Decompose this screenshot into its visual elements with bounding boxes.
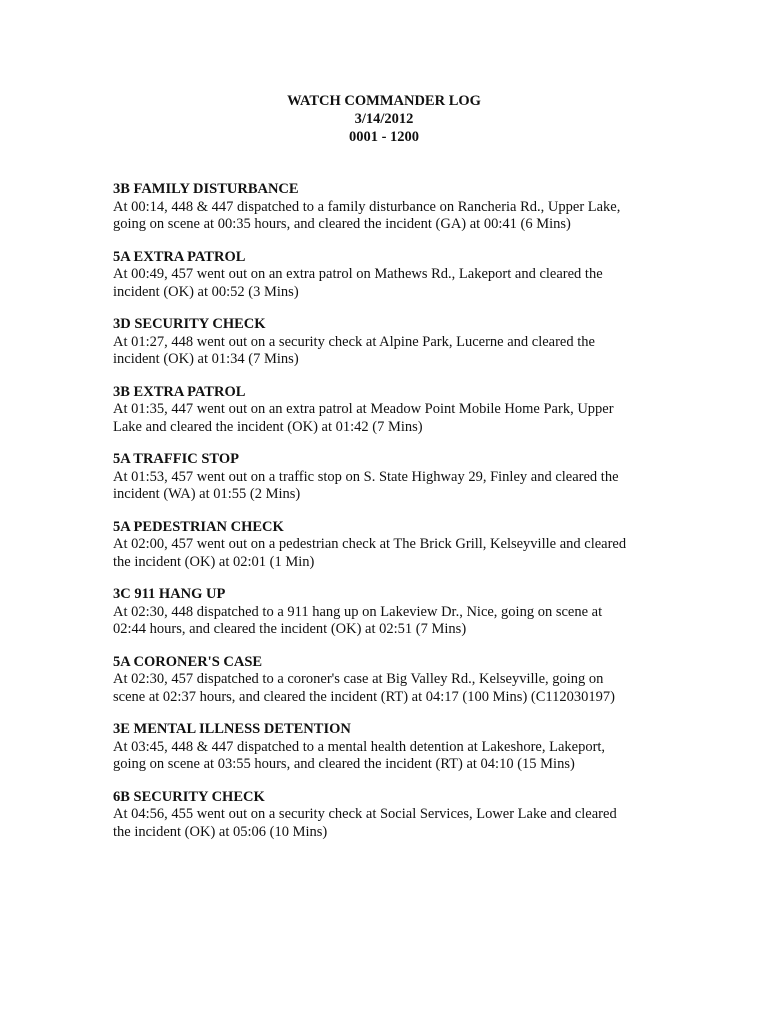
log-entry-text-line: At 01:53, 457 went out on a traffic stop on S. State Highway 29, Finley and cleared the (113, 468, 619, 485)
log-entry-text-line: At 04:56, 455 went out on a security check at Social Services, Lower Lake and cleared (113, 806, 617, 822)
log-entry-text-line: Lake and cleared the incident (OK) at 01:42 (7 Mins) (113, 418, 423, 435)
log-entry-text-line: incident (WA) at 01:55 (2 Mins) (113, 486, 301, 502)
document-date: 3/14/2012 (354, 111, 414, 127)
document-header (0, 92, 768, 146)
log-entry-text-line: At 01:35, 447 went out on an extra patrol at Meadow Point Mobile Home Park, Upper (113, 401, 614, 417)
log-entry (113, 789, 658, 842)
log-entry-text-line: At 01:27, 448 went out on a security check at Alpine Park, Lucerne and cleared the (113, 333, 595, 350)
document-title: WATCH COMMANDER LOG (287, 93, 481, 109)
log-entry-title: 3B FAMILY DISTURBANCE (113, 181, 299, 197)
log-entry-text-line: At 00:49, 457 went out on an extra patrol on Mathews Rd., Lakeport and cleared the (113, 266, 603, 282)
log-entry-text-line: going on scene at 00:35 hours, and cleared the incident (GA) at 00:41 (6 Mins) (113, 216, 571, 232)
log-entry-title: 3E MENTAL ILLNESS DETENTION (113, 721, 351, 737)
log-entry-text-line: At 00:14, 448 & 447 dispatched to a family disturbance on Rancheria Rd., Upper Lake, (113, 198, 621, 215)
log-entry (113, 721, 658, 774)
log-entry-title: 5A PEDESTRIAN CHECK (113, 518, 284, 535)
log-entry-text-line: incident (OK) at 00:52 (3 Mins) (113, 283, 299, 300)
log-entry-title: 6B SECURITY CHECK (113, 788, 265, 805)
log-entry-text-line: At 03:45, 448 & 447 dispatched to a mental health detention at Lakeshore, Lakeport, (113, 738, 606, 755)
log-entry-text-line: At 02:30, 457 dispatched to a coroner's case at Big Valley Rd., Kelseyville, going on (113, 671, 604, 687)
log-entry-title: 3C 911 HANG UP (113, 586, 226, 602)
log-entry (113, 586, 658, 639)
log-entry-text-line: going on scene at 03:55 hours, and cleared the incident (RT) at 04:10 (15 Mins) (113, 756, 575, 772)
log-entry (113, 519, 658, 572)
log-entry (113, 249, 658, 302)
log-entry-text-line: At 02:00, 457 went out on a pedestrian check at The Brick Grill, Kelseyville and cleared (113, 536, 627, 552)
log-entry-title: 3B EXTRA PATROL (113, 383, 246, 400)
log-entry-text-line: the incident (OK) at 05:06 (10 Mins) (113, 823, 328, 840)
log-entries (113, 181, 658, 856)
log-entry-text-line: the incident (OK) at 02:01 (1 Min) (113, 553, 315, 570)
log-entry-text-line: incident (OK) at 01:34 (7 Mins) (113, 351, 299, 367)
log-entry-title: 5A CORONER'S CASE (113, 653, 263, 670)
log-entry-title: 5A TRAFFIC STOP (113, 451, 239, 467)
log-entry-title: 5A EXTRA PATROL (113, 248, 246, 265)
log-entry-text-line: scene at 02:37 hours, and cleared the incident (RT) at 04:17 (100 Mins) (C112030197) (113, 688, 615, 705)
log-entry (113, 316, 658, 369)
log-entry (113, 384, 658, 437)
document-period: 0001 - 1200 (348, 129, 420, 145)
log-entry-text-line: At 02:30, 448 dispatched to a 911 hang up on Lakeview Dr., Nice, going on scene at (113, 603, 603, 620)
log-entry (113, 654, 658, 707)
log-entry-text-line: 02:44 hours, and cleared the incident (OK) at 02:51 (7 Mins) (113, 621, 467, 637)
log-entry (113, 451, 658, 504)
log-entry-title: 3D SECURITY CHECK (113, 316, 266, 332)
log-entry (113, 181, 658, 234)
